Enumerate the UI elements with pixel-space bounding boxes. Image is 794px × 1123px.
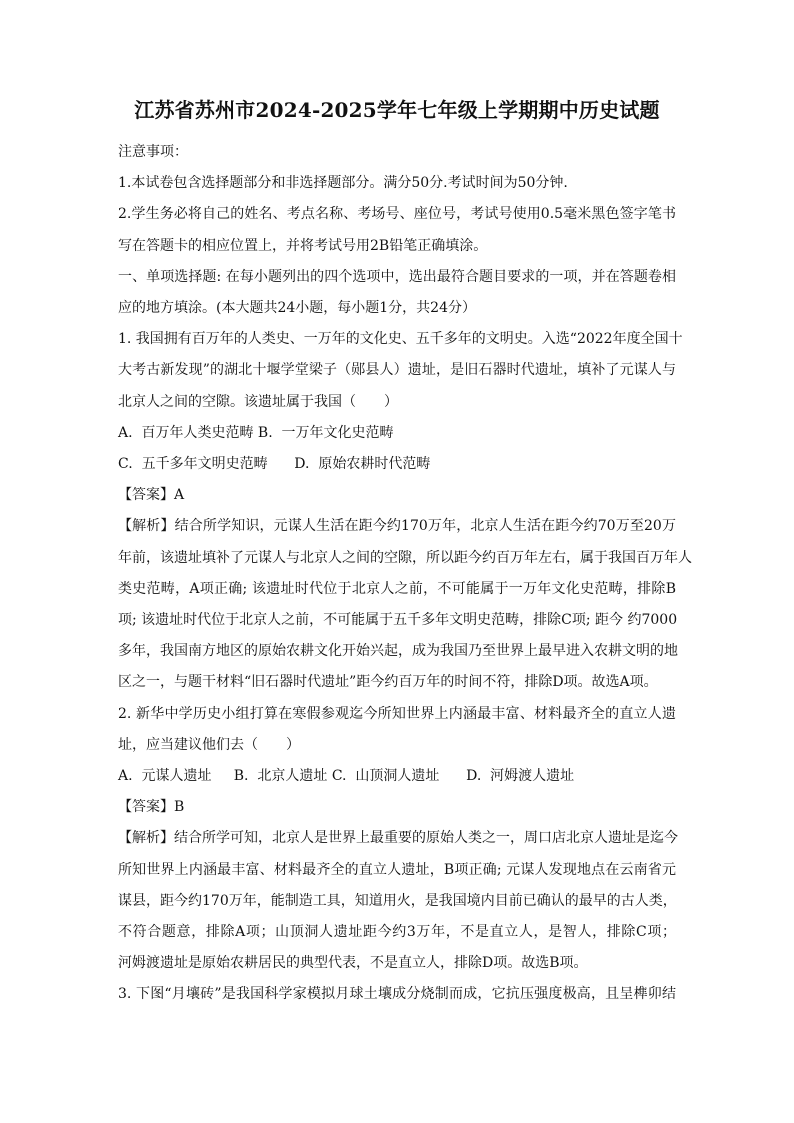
page-title: 江苏省苏州市2024-2025学年七年级上学期期中历史试题: [134, 98, 660, 122]
q1-explanation-line-4: 项; 该遗址时代位于北京人之前，不可能属于五千多年文明史范畴，排除C项; 距今 约7000: [118, 612, 678, 629]
q1-options-row-2: [118, 449, 676, 480]
q2-option-d: D. 河姆渡人遗址: [466, 768, 575, 785]
q2-explanation-line-5: 河姆渡遗址是原始农耕居民的典型代表，不是直立人，排除D项。故选B项。: [118, 955, 588, 972]
q2-answer: 【答案】B: [118, 799, 185, 816]
q2-option-c: C. 山顶洞人遗址: [331, 768, 440, 785]
q2-options-row: [118, 761, 676, 792]
q2-option-b: B. 北京人遗址: [233, 768, 328, 785]
q2-explanation-line-4: 不符合题意，排除A项；山顶洞人遗址距今约3万年，不是直立人，是智人，排除C项；: [118, 924, 676, 941]
notice-item-2: 2.学生务必将自己的姓名、考点名称、考场号、座位号，考试号使用0.5毫米黑色签字笔书: [118, 206, 676, 223]
section-heading: [118, 262, 676, 324]
q1-explanation-line-1: 【解析】结合所学知识，元谋人生活在距今约170万年，北京人生活在距今约70万至20万: [118, 518, 676, 535]
q1-option-a: A. 百万年人类史范畴: [118, 424, 254, 441]
q2-explanation-line-2: 所知世界上内涵最丰富、材料最齐全的直立人遗址，B项正确; 元谋人发现地点在云南省元: [118, 861, 676, 878]
q1-stem-line-3: 北京人之间的空隙。该遗址属于我国（ ）: [118, 393, 398, 410]
q1-option-b: B. 一万年文化史范畴: [257, 424, 394, 441]
question-3: [118, 979, 676, 1010]
q1-explanation-line-3: 类史范畴，A项正确; 该遗址时代位于北京人之前，不可能属于一万年文化史范畴，排除B: [118, 580, 676, 597]
q2-stem-line-1: 2. 新华中学历史小组打算在寒假参观迄今所知世界上内涵最丰富、材料最齐全的直立人遗: [118, 705, 676, 722]
q1-options-row-1: [118, 418, 676, 449]
q1-explanation-line-6: 区之一，与题干材料“旧石器时代遗址”距今约百万年的时间不符，排除D项。故选A项。: [118, 674, 658, 691]
q2-explanation-line-3: 谋县，距今约170万年，能制造工具，知道用火，是我国境内目前已确认的最早的古人类，: [118, 892, 677, 909]
q1-stem-line-1: 1. 我国拥有百万年的人类史、一万年的文化史、五千多年的文明史。入选“2022年度全国十: [118, 331, 683, 348]
notice-item-2-cont: 写在答题卡的相应位置上，并将考试号用2B铅笔正确填涂。: [118, 237, 488, 254]
q1-explanation-line-2: 年前，该遗址填补了元谋人与北京人之间的空隙，所以距今约百万年左右，属于我国百万年人: [118, 549, 692, 566]
q1-option-d: D. 原始农耕时代范畴: [294, 456, 431, 473]
section-heading-line-2: 应的地方填涂。(本大题共24小题，每小题1分，共24分）: [118, 300, 476, 317]
q2-option-a: A. 元谋人遗址: [118, 768, 212, 785]
q1-explanation-line-5: 多年，我国南方地区的原始农耕文化开始兴起，成为我国乃至世界上最早进入农耕文明的地: [118, 643, 678, 660]
q1-option-c: C. 五千多年文明史范畴: [118, 456, 268, 473]
q3-stem-line-1: 3. 下图“月壤砖”是我国科学家模拟月球土壤成分烧制而成，它抗压强度极高，且呈榫卯结: [118, 986, 676, 1003]
question-2: [118, 699, 676, 980]
notice-block: [118, 137, 676, 262]
notice-item-1: 1.本试卷包含选择题部分和非选择题部分。满分50分.考试时间为50分钟.: [118, 175, 568, 192]
question-1: [118, 324, 692, 698]
q2-stem-line-2: 址，应当建议他们去（ ）: [118, 736, 300, 753]
q2-explanation-line-1: 【解析】结合所学可知，北京人是世界上最重要的原始人类之一，周口店北京人遗址是迄今: [118, 830, 678, 847]
notice-heading: 注意事项：: [118, 144, 188, 160]
section-heading-line-1: 一、单项选择题: 在每小题列出的四个选项中，选出最符合题目要求的一项，并在答题卷相: [118, 268, 676, 285]
q1-answer: 【答案】A: [118, 487, 185, 504]
q1-stem-line-2: 大考古新发现”的湖北十堰学堂梁子（郧县人）遗址，是旧石器时代遗址，填补了元谋人与: [118, 362, 676, 379]
